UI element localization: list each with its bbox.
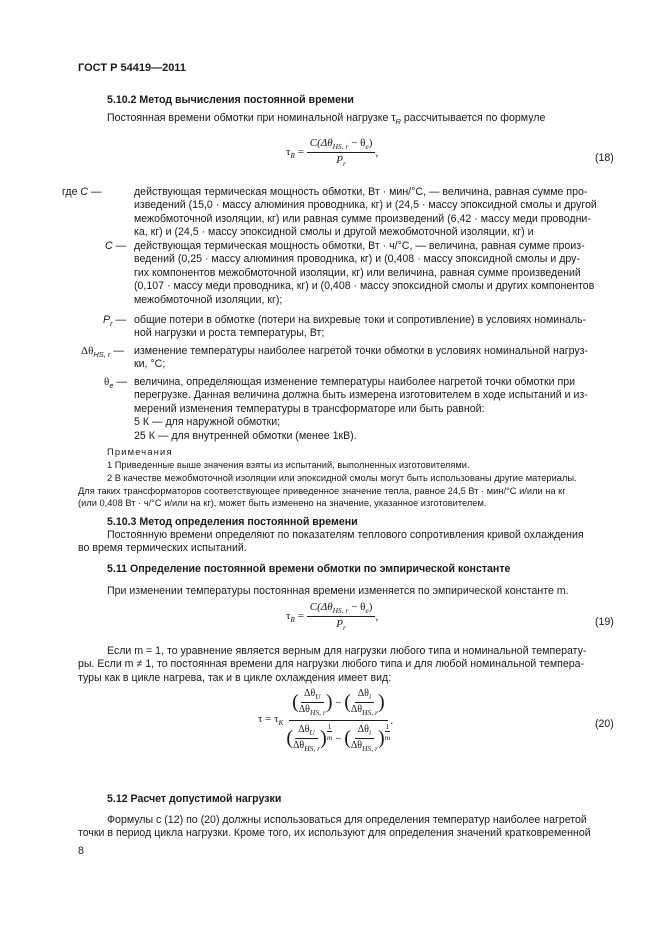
equation-20-number: (20) bbox=[595, 718, 614, 730]
notes-title: Примечания bbox=[107, 447, 173, 457]
section-5-10-3-text: Постоянную времени определяют по показателям теплового сопротивления кривой охлаждения во время термических испытаний. bbox=[78, 529, 584, 555]
where-pr-description: общие потери в обмотке (потери на вихревые токи и сопротивление) в условиях номиналь- ной нагрузки и роста температуры, Вт; bbox=[134, 314, 587, 340]
where-theta-e-description: величина, определяющая изменение температуры наиболее нагретой точки обмотки при перегрузке. Данная величина должна быть измерена изготовителем в ходе испытаний и из- мерений изменения температуры в трансформаторе или быть равной: 5 К — для наружной обмотки; 25 К — для внутренней обмотки (менее 1кВ). bbox=[134, 376, 588, 442]
document-header: ГОСТ Р 54419—2011 bbox=[78, 62, 186, 74]
where-prefix: где C — bbox=[62, 186, 102, 198]
section-5-10-2-title: 5.10.2 Метод вычисления постоянной времени bbox=[107, 94, 354, 106]
note-1: 1 Приведенные выше значения взяты из испытаний, выполненных изготовителями. bbox=[107, 460, 470, 470]
equation-18: $\tau_R$ = $\frac{C(\Delta\theta_{HS, r} - \theta_e)}{P_r}$ , bbox=[286, 137, 379, 169]
section-5-12-text: Формулы с (12) по (20) должны использоваться для определения температур наиболее нагретой точки в период цикла нагрузки. Кроме того, их используют для определения значений кратковременной bbox=[78, 814, 591, 840]
where-pr-symbol: $P_r$ — bbox=[103, 314, 127, 329]
section-5-10-2-intro: Постоянная времени обмотки при номинальной нагрузке $\tau_R$ рассчитывается по формуле bbox=[107, 112, 546, 127]
equation-19-number: (19) bbox=[595, 616, 614, 628]
paragraph-m: Если m = 1, то уравнение является верным для нагрузки любого типа и номинальной температу- ры. Если m ≠ 1, то постоянная времени для нагрузки любого типа и для любой номинальной темпера- туры как в цикле нагрева, так и в цикле охлаждения имеет вид: bbox=[78, 645, 587, 684]
section-5-11-title: 5.11 Определение постоянной времени обмотки по эмпирической константе bbox=[107, 563, 511, 575]
note-2: 2 В качестве межобмоточной изоляции или эпоксидной смолы могут быть использованы другие материалы. Для таких трансформаторов соответствующее приведенное значение тепла, равное 24,5 Вт · мин/°C и/или на кг (или 0,408 Вт · ч/°C и/или на кг), может быть изменено на значение, указанное изготовителем. bbox=[78, 473, 577, 509]
equation-18-number: (18) bbox=[595, 152, 614, 164]
where-c2-symbol: C — bbox=[105, 240, 127, 252]
equation-20: $\tau = \tau_K$ ( $\frac{\Delta\theta_U}{\Delta\theta_{HS, r}}$ ) − ( $\frac{\Delta\theta_i}{\Delta\theta_{HS, r}}$ ) ( $\frac{\Delta\theta_U}{\Delta\theta_{HS, r}}$ ) $\frac{1}{m}$ − ( $\frac{\Delta\theta_i}{\Delta\theta_{HS, r}}$ ) $\frac{1}{m}$ . bbox=[258, 688, 394, 753]
where-c2-description: действующая термическая мощность обмотки, Вт · ч/°C, — величина, равная сумме произ- ведений (0,25 · массу алюминия проводника, кг) и (0,408 · массу эпоксидной смолы и дру- гих компонентов межобмоточной изоляции, кг) или величина, равная сумме произведений (0,107 · массу меди проводника, кг) и (0,408 · массу эпоксидной смолы и других компонентов межобмоточной изоляции, кг); bbox=[134, 240, 595, 306]
where-dtheta-symbol: $\Delta\theta_{HS, r}$ — bbox=[81, 345, 124, 360]
where-c1-description: действующая термическая мощность обмотки, Вт · мин/°C, — величина, равная сумме про- изведений (15,0 · массу алюминия проводника, кг) и (24,5 · массу эпоксидной смолы и другой межобмоточной изоляции, кг) или равная сумме произведений (6,42 · массу меди проводни- ка, кг) и (24,5 · массу эпоксидной смолы и другой межобмоточной изоляции, кг) и bbox=[134, 186, 597, 239]
where-dtheta-description: изменение температуры наиболее нагретой точки обмотки в условиях номинальной нагруз- ки, °C; bbox=[134, 345, 589, 371]
section-5-11-intro: При изменении температуры постоянная времени изменяется по эмпирической константе m. bbox=[107, 585, 569, 597]
page-number: 8 bbox=[78, 845, 84, 857]
equation-19: $\tau_R$ = $\frac{C(\Delta\theta_{HS, r} - \theta_e)}{P_r}$ , bbox=[286, 601, 379, 633]
where-theta-e-symbol: $\theta_e$ — bbox=[104, 376, 127, 391]
section-5-10-3-title: 5.10.3 Метод определения постоянной времени bbox=[107, 516, 358, 528]
section-5-12-title: 5.12 Расчет допустимой нагрузки bbox=[107, 793, 282, 805]
